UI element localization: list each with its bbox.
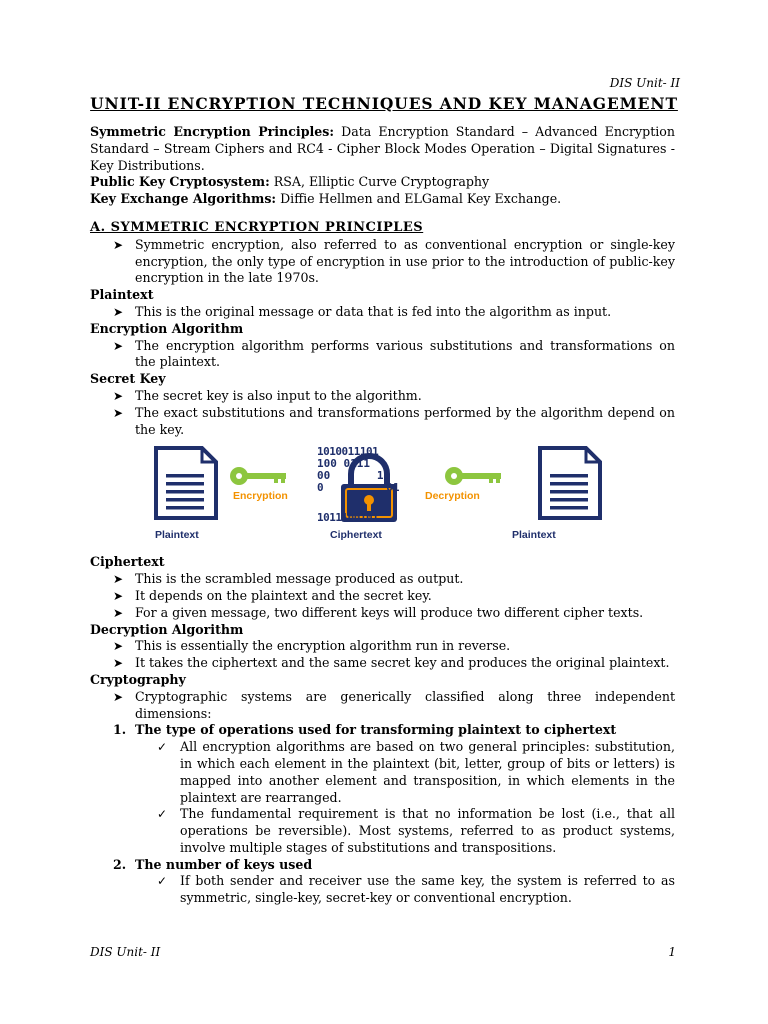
check-item — [90, 873, 675, 907]
arrow-bullet-icon: ➤ — [113, 639, 124, 654]
arrow-bullet-icon: ➤ — [113, 588, 124, 603]
bullet-text: For a given message, two different keys will produce two different cipher texts. — [135, 604, 644, 620]
section-heading: A. SYMMETRIC ENCRYPTION PRINCIPLES — [90, 219, 424, 235]
subheading-secret-key: Secret Key — [90, 371, 166, 387]
bullet-text: It takes the ciphertext and the same secret key and produces the original plaintext. — [135, 655, 670, 671]
binary-row: 100 0111 — [317, 457, 370, 471]
bullet — [90, 304, 675, 321]
subheading-ciphertext: Ciphertext — [90, 554, 165, 570]
arrow-bullet-icon: ➤ — [113, 689, 124, 704]
bullet — [90, 588, 675, 605]
checkmark-icon: ✓ — [157, 740, 168, 755]
decryption-label: Decryption — [425, 490, 480, 503]
bullet — [90, 605, 675, 622]
numbered-item-text: The number of keys used — [135, 856, 313, 872]
bullet-text: This is essentially the encryption algorithm run in reverse. — [135, 638, 511, 654]
bullet — [90, 638, 675, 655]
arrow-bullet-icon: ➤ — [113, 338, 124, 353]
syllabus-text: Diffie Hellmen and ELGamal Key Exchange. — [276, 191, 562, 207]
bullet — [90, 237, 675, 287]
arrow-bullet-icon: ➤ — [113, 605, 124, 620]
bullet — [90, 405, 675, 439]
running-header: DIS Unit- II — [609, 76, 680, 90]
key-icon — [230, 467, 286, 485]
numbered-item-text: The type of operations used for transforming plaintext to ciphertext — [135, 722, 617, 738]
checkmark-icon: ✓ — [157, 807, 168, 822]
syllabus-line-3 — [90, 191, 675, 208]
binary-row: 1011100101 — [317, 511, 379, 525]
syllabus-label: Key Exchange Algorithms: — [90, 191, 277, 207]
bullet-text: It depends on the plaintext and the secret key. — [135, 587, 432, 603]
bullet — [90, 388, 675, 405]
plaintext-label: Plaintext — [512, 529, 556, 542]
bullet — [90, 571, 675, 588]
arrow-bullet-icon: ➤ — [113, 572, 124, 587]
binary-row: 00 10 — [317, 469, 391, 483]
arrow-bullet-icon: ➤ — [113, 304, 124, 319]
binary-row: 1010011101 — [317, 445, 379, 459]
bullet — [90, 655, 675, 672]
syllabus-text: Data Encryption Standard – Advanced Encryption Standard – Stream Ciphers and RC4 - Cipher Block Modes Operation – Digital Signatures - Key Distributions. — [90, 124, 675, 173]
arrow-bullet-icon: ➤ — [113, 656, 124, 671]
content — [90, 124, 675, 907]
bullet-text: The secret key is also input to the algorithm. — [135, 387, 422, 403]
syllabus-label: Public Key Cryptosystem: — [90, 174, 270, 190]
subheading-cryptography: Cryptography — [90, 671, 186, 687]
encryption-diagram — [90, 444, 675, 550]
check-item-text: All encryption algorithms are based on two general principles: substitution, in which each element in the plaintext (bit, letter, group of bits or letters) is mapped into another element and transposition, in which elements in the plaintext are rearranged. — [180, 739, 675, 805]
arrow-bullet-icon: ➤ — [113, 388, 124, 403]
check-item-text: If both sender and receiver use the same key, the system is referred to as symmetric, single-key, secret-key or conventional encryption. — [180, 873, 675, 906]
page-title: UNIT-II ENCRYPTION TECHNIQUES AND KEY MANAGEMENT — [90, 94, 678, 113]
document-icon — [156, 448, 216, 518]
syllabus-line-2 — [90, 174, 675, 191]
check-item — [90, 739, 675, 806]
numbered-item — [90, 722, 675, 739]
bullet — [90, 689, 675, 723]
binary-row: 0 01 — [317, 481, 400, 495]
document-icon — [540, 448, 600, 518]
key-icon — [445, 467, 501, 485]
checkmark-icon: ✓ — [157, 874, 168, 889]
subheading-plaintext: Plaintext — [90, 287, 154, 303]
ciphertext-label: Ciphertext — [330, 529, 382, 542]
item-number: 1. — [113, 722, 127, 738]
plaintext-label: Plaintext — [155, 529, 199, 542]
bullet-text: This is the scrambled message produced as output. — [135, 571, 464, 587]
numbered-item — [90, 857, 675, 874]
check-item-text: The fundamental requirement is that no information be lost (i.e., that all operations be reversible). Most systems, referred to as product systems, involve multiple stages of substitutions and transpositions. — [180, 806, 675, 855]
arrow-bullet-icon: ➤ — [113, 405, 124, 420]
item-number: 2. — [113, 856, 127, 872]
encryption-label: Encryption — [233, 490, 288, 503]
bullet-text: The exact substitutions and transformations performed by the algorithm depend on the key. — [135, 404, 675, 437]
arrow-bullet-icon: ➤ — [113, 237, 124, 252]
subheading-decryption-algorithm: Decryption Algorithm — [90, 621, 244, 637]
page-number: 1 — [668, 945, 676, 959]
syllabus-label: Symmetric Encryption Principles: — [90, 124, 335, 139]
bullet-text: The encryption algorithm performs various substitutions and transformations on the plaintext. — [135, 337, 675, 370]
check-item — [90, 806, 675, 856]
subheading-encryption-algorithm: Encryption Algorithm — [90, 320, 244, 336]
syllabus-line-1 — [90, 124, 675, 174]
syllabus-text: RSA, Elliptic Curve Cryptography — [269, 174, 490, 190]
bullet-text: This is the original message or data that is fed into the algorithm as input. — [135, 303, 612, 319]
bullet-text: Symmetric encryption, also referred to as conventional encryption or single-key encryption, the only type of encryption in use prior to the introduction of public-key encryption in the late 1970s. — [135, 236, 675, 286]
running-footer: DIS Unit- II — [90, 945, 161, 959]
bullet — [90, 338, 675, 372]
bullet-text: Cryptographic systems are generically classified along three independent dimensions: — [135, 688, 675, 721]
